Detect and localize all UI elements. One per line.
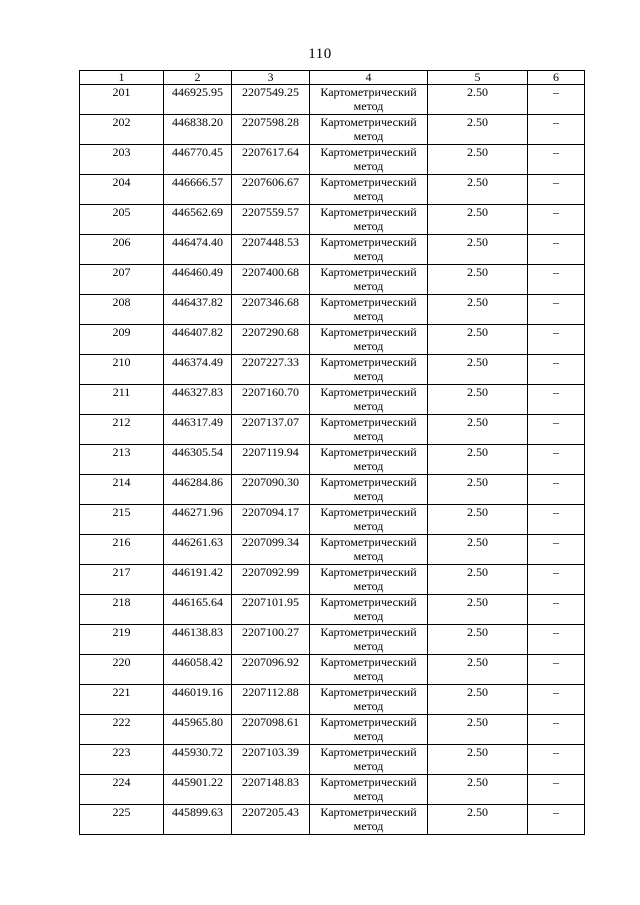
table-row (80, 85, 585, 115)
point-number-cell: 212 (80, 415, 164, 445)
method-line-1: Картометрический (320, 805, 417, 819)
x-coordinate-cell: 446374.49 (164, 355, 232, 385)
note-cell: – (528, 325, 585, 355)
method-line-2: метод (353, 459, 384, 473)
method-cell (310, 175, 428, 205)
y-coordinate-cell: 2207559.57 (232, 205, 310, 235)
method-cell (310, 385, 428, 415)
method-line-2: метод (353, 579, 384, 593)
table-row (80, 505, 585, 535)
header-cell-1: 1 (80, 71, 164, 85)
accuracy-cell: 2.50 (428, 535, 528, 565)
method-line-2: метод (353, 279, 384, 293)
method-line-2: метод (353, 549, 384, 563)
y-coordinate-cell: 2207205.43 (232, 805, 310, 835)
x-coordinate-cell: 445901.22 (164, 775, 232, 805)
method-cell (310, 745, 428, 775)
note-cell: – (528, 415, 585, 445)
note-cell: – (528, 775, 585, 805)
method-cell (310, 145, 428, 175)
method-cell (310, 265, 428, 295)
table-row (80, 475, 585, 505)
method-cell (310, 115, 428, 145)
method-line-2: метод (353, 219, 384, 233)
method-line-2: метод (353, 609, 384, 623)
method-cell (310, 565, 428, 595)
x-coordinate-cell: 446019.16 (164, 685, 232, 715)
table-row (80, 355, 585, 385)
accuracy-cell: 2.50 (428, 385, 528, 415)
method-line-1: Картометрический (320, 175, 417, 189)
y-coordinate-cell: 2207119.94 (232, 445, 310, 475)
x-coordinate-cell: 446407.82 (164, 325, 232, 355)
note-cell: – (528, 565, 585, 595)
accuracy-cell: 2.50 (428, 805, 528, 835)
note-cell: – (528, 115, 585, 145)
method-line-2: метод (353, 699, 384, 713)
note-cell: – (528, 385, 585, 415)
table-row (80, 535, 585, 565)
table-row (80, 805, 585, 835)
y-coordinate-cell: 2207346.68 (232, 295, 310, 325)
method-line-2: метод (353, 159, 384, 173)
method-cell (310, 235, 428, 265)
method-line-1: Картометрический (320, 145, 417, 159)
header-cell-5: 5 (428, 71, 528, 85)
accuracy-cell: 2.50 (428, 415, 528, 445)
method-cell (310, 325, 428, 355)
header-cell-6: 6 (528, 71, 585, 85)
y-coordinate-cell: 2207112.88 (232, 685, 310, 715)
point-number-cell: 215 (80, 505, 164, 535)
header-cell-3: 3 (232, 71, 310, 85)
table-row (80, 775, 585, 805)
accuracy-cell: 2.50 (428, 175, 528, 205)
x-coordinate-cell: 446058.42 (164, 655, 232, 685)
accuracy-cell: 2.50 (428, 745, 528, 775)
method-line-1: Картометрический (320, 295, 417, 309)
x-coordinate-cell: 446284.86 (164, 475, 232, 505)
method-line-2: метод (353, 489, 384, 503)
table-row (80, 205, 585, 235)
note-cell: – (528, 265, 585, 295)
y-coordinate-cell: 2207090.30 (232, 475, 310, 505)
table-row (80, 685, 585, 715)
method-cell (310, 775, 428, 805)
method-line-1: Картометрический (320, 445, 417, 459)
method-line-2: метод (353, 639, 384, 653)
accuracy-cell: 2.50 (428, 115, 528, 145)
method-line-1: Картометрический (320, 715, 417, 729)
accuracy-cell: 2.50 (428, 445, 528, 475)
method-cell (310, 715, 428, 745)
point-number-cell: 213 (80, 445, 164, 475)
method-line-1: Картометрический (320, 505, 417, 519)
header-cell-4: 4 (310, 71, 428, 85)
coordinates-table (79, 70, 585, 835)
table-row (80, 745, 585, 775)
method-line-2: метод (353, 789, 384, 803)
table-row (80, 145, 585, 175)
x-coordinate-cell: 446271.96 (164, 505, 232, 535)
method-cell (310, 505, 428, 535)
method-line-1: Картометрический (320, 415, 417, 429)
method-cell (310, 625, 428, 655)
accuracy-cell: 2.50 (428, 145, 528, 175)
note-cell: – (528, 295, 585, 325)
point-number-cell: 206 (80, 235, 164, 265)
accuracy-cell: 2.50 (428, 685, 528, 715)
note-cell: – (528, 745, 585, 775)
note-cell: – (528, 505, 585, 535)
note-cell: – (528, 535, 585, 565)
point-number-cell: 207 (80, 265, 164, 295)
point-number-cell: 209 (80, 325, 164, 355)
method-line-2: метод (353, 729, 384, 743)
table-row (80, 415, 585, 445)
method-line-1: Картометрический (320, 745, 417, 759)
method-line-2: метод (353, 429, 384, 443)
accuracy-cell: 2.50 (428, 655, 528, 685)
method-line-1: Картометрический (320, 325, 417, 339)
method-cell (310, 535, 428, 565)
x-coordinate-cell: 446437.82 (164, 295, 232, 325)
x-coordinate-cell: 446327.83 (164, 385, 232, 415)
x-coordinate-cell: 445930.72 (164, 745, 232, 775)
point-number-cell: 203 (80, 145, 164, 175)
table-row (80, 715, 585, 745)
method-line-1: Картометрический (320, 565, 417, 579)
y-coordinate-cell: 2207606.67 (232, 175, 310, 205)
accuracy-cell: 2.50 (428, 715, 528, 745)
y-coordinate-cell: 2207160.70 (232, 385, 310, 415)
y-coordinate-cell: 2207100.27 (232, 625, 310, 655)
x-coordinate-cell: 446261.63 (164, 535, 232, 565)
method-line-2: метод (353, 399, 384, 413)
method-line-1: Картометрический (320, 655, 417, 669)
method-cell (310, 295, 428, 325)
table-row (80, 595, 585, 625)
note-cell: – (528, 625, 585, 655)
note-cell: – (528, 595, 585, 625)
method-line-1: Картометрический (320, 385, 417, 399)
point-number-cell: 208 (80, 295, 164, 325)
accuracy-cell: 2.50 (428, 325, 528, 355)
note-cell: – (528, 85, 585, 115)
table-row (80, 175, 585, 205)
point-number-cell: 218 (80, 595, 164, 625)
method-line-2: метод (353, 759, 384, 773)
note-cell: – (528, 805, 585, 835)
accuracy-cell: 2.50 (428, 775, 528, 805)
method-cell (310, 475, 428, 505)
note-cell: – (528, 205, 585, 235)
method-line-2: метод (353, 369, 384, 383)
point-number-cell: 224 (80, 775, 164, 805)
table-row (80, 445, 585, 475)
x-coordinate-cell: 446191.42 (164, 565, 232, 595)
table-header-row (80, 71, 585, 85)
x-coordinate-cell: 446474.40 (164, 235, 232, 265)
method-cell (310, 595, 428, 625)
point-number-cell: 217 (80, 565, 164, 595)
note-cell: – (528, 235, 585, 265)
method-cell (310, 415, 428, 445)
point-number-cell: 201 (80, 85, 164, 115)
header-cell-2: 2 (164, 71, 232, 85)
table-row (80, 295, 585, 325)
point-number-cell: 210 (80, 355, 164, 385)
x-coordinate-cell: 445965.80 (164, 715, 232, 745)
x-coordinate-cell: 446305.54 (164, 445, 232, 475)
x-coordinate-cell: 446138.83 (164, 625, 232, 655)
method-line-2: метод (353, 819, 384, 833)
point-number-cell: 204 (80, 175, 164, 205)
y-coordinate-cell: 2207094.17 (232, 505, 310, 535)
method-line-2: метод (353, 339, 384, 353)
y-coordinate-cell: 2207096.92 (232, 655, 310, 685)
x-coordinate-cell: 446838.20 (164, 115, 232, 145)
method-line-2: метод (353, 129, 384, 143)
point-number-cell: 219 (80, 625, 164, 655)
x-coordinate-cell: 446925.95 (164, 85, 232, 115)
x-coordinate-cell: 445899.63 (164, 805, 232, 835)
method-cell (310, 445, 428, 475)
note-cell: – (528, 355, 585, 385)
method-line-1: Картометрический (320, 595, 417, 609)
y-coordinate-cell: 2207448.53 (232, 235, 310, 265)
method-cell (310, 805, 428, 835)
point-number-cell: 222 (80, 715, 164, 745)
y-coordinate-cell: 2207400.68 (232, 265, 310, 295)
table-row (80, 655, 585, 685)
accuracy-cell: 2.50 (428, 205, 528, 235)
method-cell (310, 355, 428, 385)
method-line-1: Картометрический (320, 535, 417, 549)
y-coordinate-cell: 2207598.28 (232, 115, 310, 145)
note-cell: – (528, 475, 585, 505)
y-coordinate-cell: 2207092.99 (232, 565, 310, 595)
method-cell (310, 85, 428, 115)
y-coordinate-cell: 2207227.33 (232, 355, 310, 385)
accuracy-cell: 2.50 (428, 625, 528, 655)
accuracy-cell: 2.50 (428, 85, 528, 115)
y-coordinate-cell: 2207617.64 (232, 145, 310, 175)
method-line-1: Картометрический (320, 205, 417, 219)
method-line-2: метод (353, 309, 384, 323)
table-row (80, 265, 585, 295)
y-coordinate-cell: 2207137.07 (232, 415, 310, 445)
table-row (80, 115, 585, 145)
method-cell (310, 655, 428, 685)
point-number-cell: 202 (80, 115, 164, 145)
point-number-cell: 221 (80, 685, 164, 715)
y-coordinate-cell: 2207101.95 (232, 595, 310, 625)
note-cell: – (528, 715, 585, 745)
method-line-1: Картометрический (320, 475, 417, 489)
x-coordinate-cell: 446562.69 (164, 205, 232, 235)
page-number: 110 (308, 46, 332, 62)
point-number-cell: 214 (80, 475, 164, 505)
method-line-1: Картометрический (320, 685, 417, 699)
note-cell: – (528, 655, 585, 685)
accuracy-cell: 2.50 (428, 265, 528, 295)
method-cell (310, 685, 428, 715)
method-line-1: Картометрический (320, 115, 417, 129)
accuracy-cell: 2.50 (428, 565, 528, 595)
table-row (80, 625, 585, 655)
method-line-1: Картометрический (320, 775, 417, 789)
table-row (80, 235, 585, 265)
table-row (80, 565, 585, 595)
y-coordinate-cell: 2207098.61 (232, 715, 310, 745)
note-cell: – (528, 685, 585, 715)
x-coordinate-cell: 446317.49 (164, 415, 232, 445)
y-coordinate-cell: 2207148.83 (232, 775, 310, 805)
y-coordinate-cell: 2207290.68 (232, 325, 310, 355)
point-number-cell: 205 (80, 205, 164, 235)
point-number-cell: 211 (80, 385, 164, 415)
accuracy-cell: 2.50 (428, 235, 528, 265)
point-number-cell: 225 (80, 805, 164, 835)
table-row (80, 385, 585, 415)
method-line-1: Картометрический (320, 625, 417, 639)
table-row (80, 325, 585, 355)
method-line-1: Картометрический (320, 355, 417, 369)
x-coordinate-cell: 446460.49 (164, 265, 232, 295)
method-line-2: метод (353, 249, 384, 263)
x-coordinate-cell: 446165.64 (164, 595, 232, 625)
method-line-2: метод (353, 189, 384, 203)
method-line-1: Картометрический (320, 235, 417, 249)
point-number-cell: 223 (80, 745, 164, 775)
method-line-1: Картометрический (320, 85, 417, 99)
point-number-cell: 216 (80, 535, 164, 565)
y-coordinate-cell: 2207103.39 (232, 745, 310, 775)
y-coordinate-cell: 2207099.34 (232, 535, 310, 565)
accuracy-cell: 2.50 (428, 295, 528, 325)
y-coordinate-cell: 2207549.25 (232, 85, 310, 115)
table-body (80, 71, 585, 835)
accuracy-cell: 2.50 (428, 505, 528, 535)
method-line-2: метод (353, 99, 384, 113)
method-cell (310, 205, 428, 235)
point-number-cell: 220 (80, 655, 164, 685)
accuracy-cell: 2.50 (428, 595, 528, 625)
method-line-2: метод (353, 519, 384, 533)
note-cell: – (528, 145, 585, 175)
note-cell: – (528, 175, 585, 205)
x-coordinate-cell: 446666.57 (164, 175, 232, 205)
method-line-1: Картометрический (320, 265, 417, 279)
note-cell: – (528, 445, 585, 475)
accuracy-cell: 2.50 (428, 355, 528, 385)
method-line-2: метод (353, 669, 384, 683)
accuracy-cell: 2.50 (428, 475, 528, 505)
x-coordinate-cell: 446770.45 (164, 145, 232, 175)
